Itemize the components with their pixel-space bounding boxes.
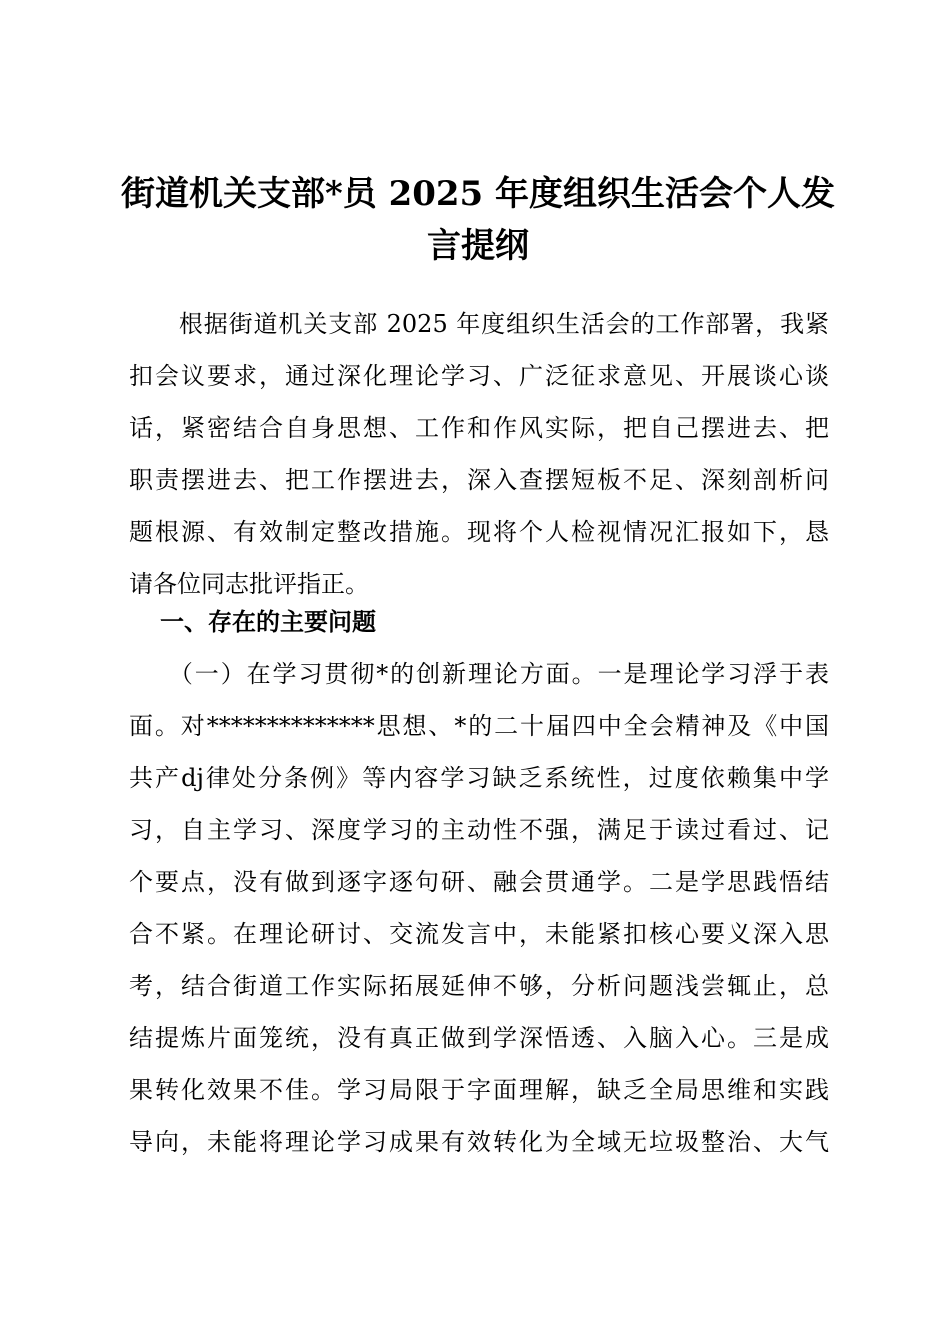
text-line: 面。对**************思想、*的二十届四中全会精神及《中国 [129, 712, 829, 740]
text-line: 题根源、有效制定整改措施。现将个人检视情况汇报如下，恳 [129, 518, 829, 546]
text-line: 根据街道机关支部 2025 年度组织生活会的工作部署，我紧 [129, 310, 829, 338]
section-heading: 一、存在的主要问题 [160, 608, 376, 636]
text-line: 职责摆进去、把工作摆进去，深入查摆短板不足、深刻剖析问 [129, 466, 829, 494]
text-line: 考，结合街道工作实际拓展延伸不够，分析问题浅尝辄止，总 [129, 972, 829, 1000]
text-line: 话，紧密结合自身思想、工作和作风实际，把自己摆进去、把 [129, 414, 829, 442]
text-line: 共产dj律处分条例》等内容学习缺乏系统性，过度依赖集中学 [129, 764, 829, 792]
text-line: 果转化效果不佳。学习局限于字面理解，缺乏全局思维和实践 [129, 1076, 829, 1104]
text-line: 习，自主学习、深度学习的主动性不强，满足于读过看过、记 [129, 816, 829, 844]
intro-paragraph [129, 298, 829, 610]
section-paragraph [129, 648, 829, 1168]
text-line: 结提炼片面笼统，没有真正做到学深悟透、入脑入心。三是成 [129, 1024, 829, 1052]
text-line: 个要点，没有做到逐字逐句研、融会贯通学。二是学思践悟结 [129, 868, 829, 896]
text-line: 扣会议要求，通过深化理论学习、广泛征求意见、开展谈心谈 [129, 362, 829, 390]
title-line: 街道机关支部*员 2025 年度组织生活会个人发 [120, 174, 836, 214]
title-line: 言提纲 [427, 226, 529, 266]
text-line: 导向，未能将理论学习成果有效转化为全域无垃圾整治、大气 [129, 1128, 829, 1156]
text-line: 请各位同志批评指正。 [129, 570, 369, 598]
text-line: 合不紧。在理论研讨、交流发言中，未能紧扣核心要义深入思 [129, 920, 829, 948]
document-title [118, 168, 838, 272]
text-line: （一）在学习贯彻*的创新理论方面。一是理论学习浮于表 [129, 660, 829, 688]
